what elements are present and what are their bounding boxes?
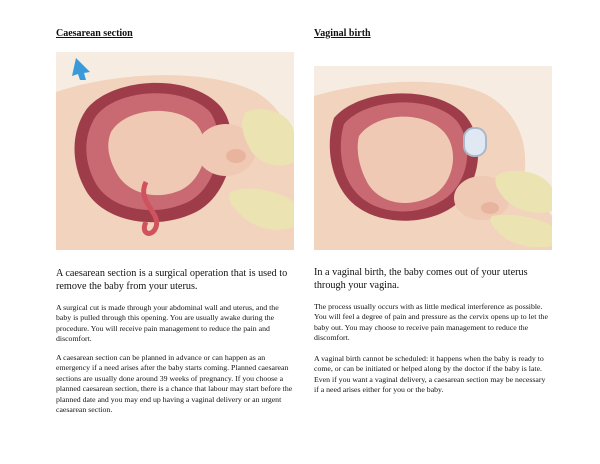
caesarean-paragraph-2: A caesarean section can be planned in advance or can happen as an emergency if a need arises after the baby starts coming. Planned caesarean sections are usually done around 39 weeks of pregnancy. If you choose a planned caesarean section, there is a chance that labour may start before the planned date and you may end up having a vaginal delivery or an urgent caesarean section. [56, 353, 293, 415]
caesarean-lead-text: A caesarean section is a surgical operation that is used to remove the baby from your uterus. [56, 268, 288, 292]
vaginal-birth-illustration [314, 66, 552, 250]
vaginal-birth-heading: Vaginal birth [314, 28, 371, 39]
vaginal-birth-paragraph-1: The process usually occurs with as little medical interference as possible. You will feel a degree of pain and pressure as the cervix opens up to let the baby out. You may choose to receive pain management to reduce the discomfort. [314, 302, 548, 343]
caesarean-paragraph-1: A surgical cut is made through your abdominal wall and uterus, and the baby is pulled through this opening. You are usually awake during the procedure. You will receive pain management to reduce the pain and discomfort. [56, 303, 279, 344]
caesarean-heading: Caesarean section [56, 28, 133, 39]
vaginal-birth-paragraph-2: A vaginal birth cannot be scheduled: it happens when the baby is ready to come, or can be initiated or helped along by the doctor if the baby is late. Even if you want a vaginal delivery, a caesarean section may be necessary if a need arises either for you or the baby. [314, 354, 546, 395]
caesarean-illustration [56, 52, 294, 250]
vaginal-birth-lead-text: In a vaginal birth, the baby comes out of your uterus through your vagina. [314, 267, 528, 291]
